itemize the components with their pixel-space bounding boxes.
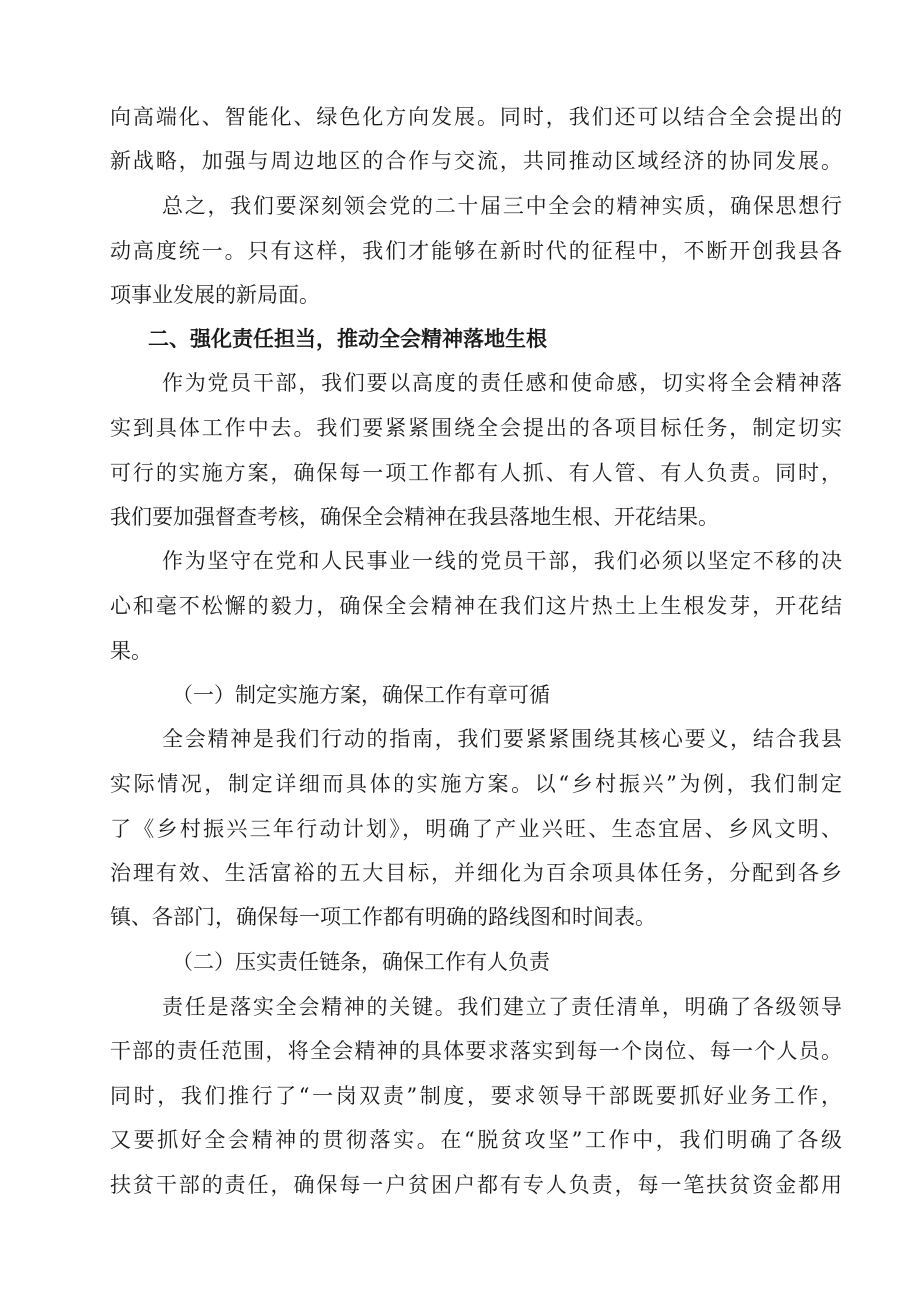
paragraph-first-line: 全会精神是我们行动的指南，我们要紧紧围绕其核心要义，结合我县 xyxy=(162,727,842,751)
body-text-line: 动高度统一。只有这样，我们才能够在新时代的征程中，不断开创我县各 xyxy=(110,239,842,263)
paragraph-first-line: 责任是落实全会精神的关键。我们建立了责任清单，明确了各级领导 xyxy=(162,995,842,1019)
body-text-line: 扶贫干部的责任，确保每一户贫困户都有专人负责，每一笔扶贫资金都用 xyxy=(110,1173,842,1197)
body-text-line: 镇、各部门，确保每一项工作都有明确的路线图和时间表。 xyxy=(110,905,656,929)
section-heading: 二、强化责任担当，推动全会精神落地生根 xyxy=(148,327,547,351)
paragraph-first-line: 总之，我们要深刻领会党的二十届三中全会的精神实质，确保思想行 xyxy=(162,194,842,218)
body-text-line: 同时，我们推行了“一岗双责”制度，要求领导干部既要抓好业务工作， xyxy=(110,1084,842,1108)
body-text-line: 心和毫不松懈的毅力，确保全会精神在我们这片热土上生根发芽，开花结 xyxy=(110,594,842,618)
body-text-line: 实到具体工作中去。我们要紧紧围绕全会提出的各项目标任务，制定切实 xyxy=(110,416,842,440)
paragraph-first-line: 作为党员干部，我们要以高度的责任感和使命感，切实将全会精神落 xyxy=(162,371,842,395)
body-text-line: 又要抓好全会精神的贯彻落实。在“脱贫攻坚”工作中，我们明确了各级 xyxy=(110,1128,842,1152)
body-text-line: 果。 xyxy=(110,639,152,663)
body-text-line: 干部的责任范围，将全会精神的具体要求落实到每一个岗位、每一个人员。 xyxy=(110,1039,842,1063)
body-text-line: 可行的实施方案，确保每一项工作都有人抓、有人管、有人负责。同时， xyxy=(110,461,842,485)
body-text-line: 了《乡村振兴三年行动计划》，明确了产业兴旺、生态宜居、乡风文明、 xyxy=(110,817,842,841)
paragraph-first-line: 作为坚守在党和人民事业一线的党员干部，我们必须以坚定不移的决 xyxy=(162,549,842,573)
body-text-line: 实际情况，制定详细而具体的实施方案。以“乡村振兴”为例，我们制定 xyxy=(110,772,842,796)
body-text-line: 新战略，加强与周边地区的合作与交流，共同推动区域经济的协同发展。 xyxy=(110,149,842,173)
subsection-heading: （一）制定实施方案，确保工作有章可循 xyxy=(172,683,550,707)
body-text-line: 项事业发展的新局面。 xyxy=(110,283,320,307)
body-text-line: 治理有效、生活富裕的五大目标，并细化为百余项具体任务，分配到各乡 xyxy=(110,861,842,885)
body-text-line: 向高端化、智能化、绿色化方向发展。同时，我们还可以结合全会提出的 xyxy=(110,105,842,129)
body-text-line: 我们要加强督查考核，确保全会精神在我县落地生根、开花结果。 xyxy=(110,505,719,529)
subsection-heading: （二）压实责任链条，确保工作有人负责 xyxy=(172,950,550,974)
